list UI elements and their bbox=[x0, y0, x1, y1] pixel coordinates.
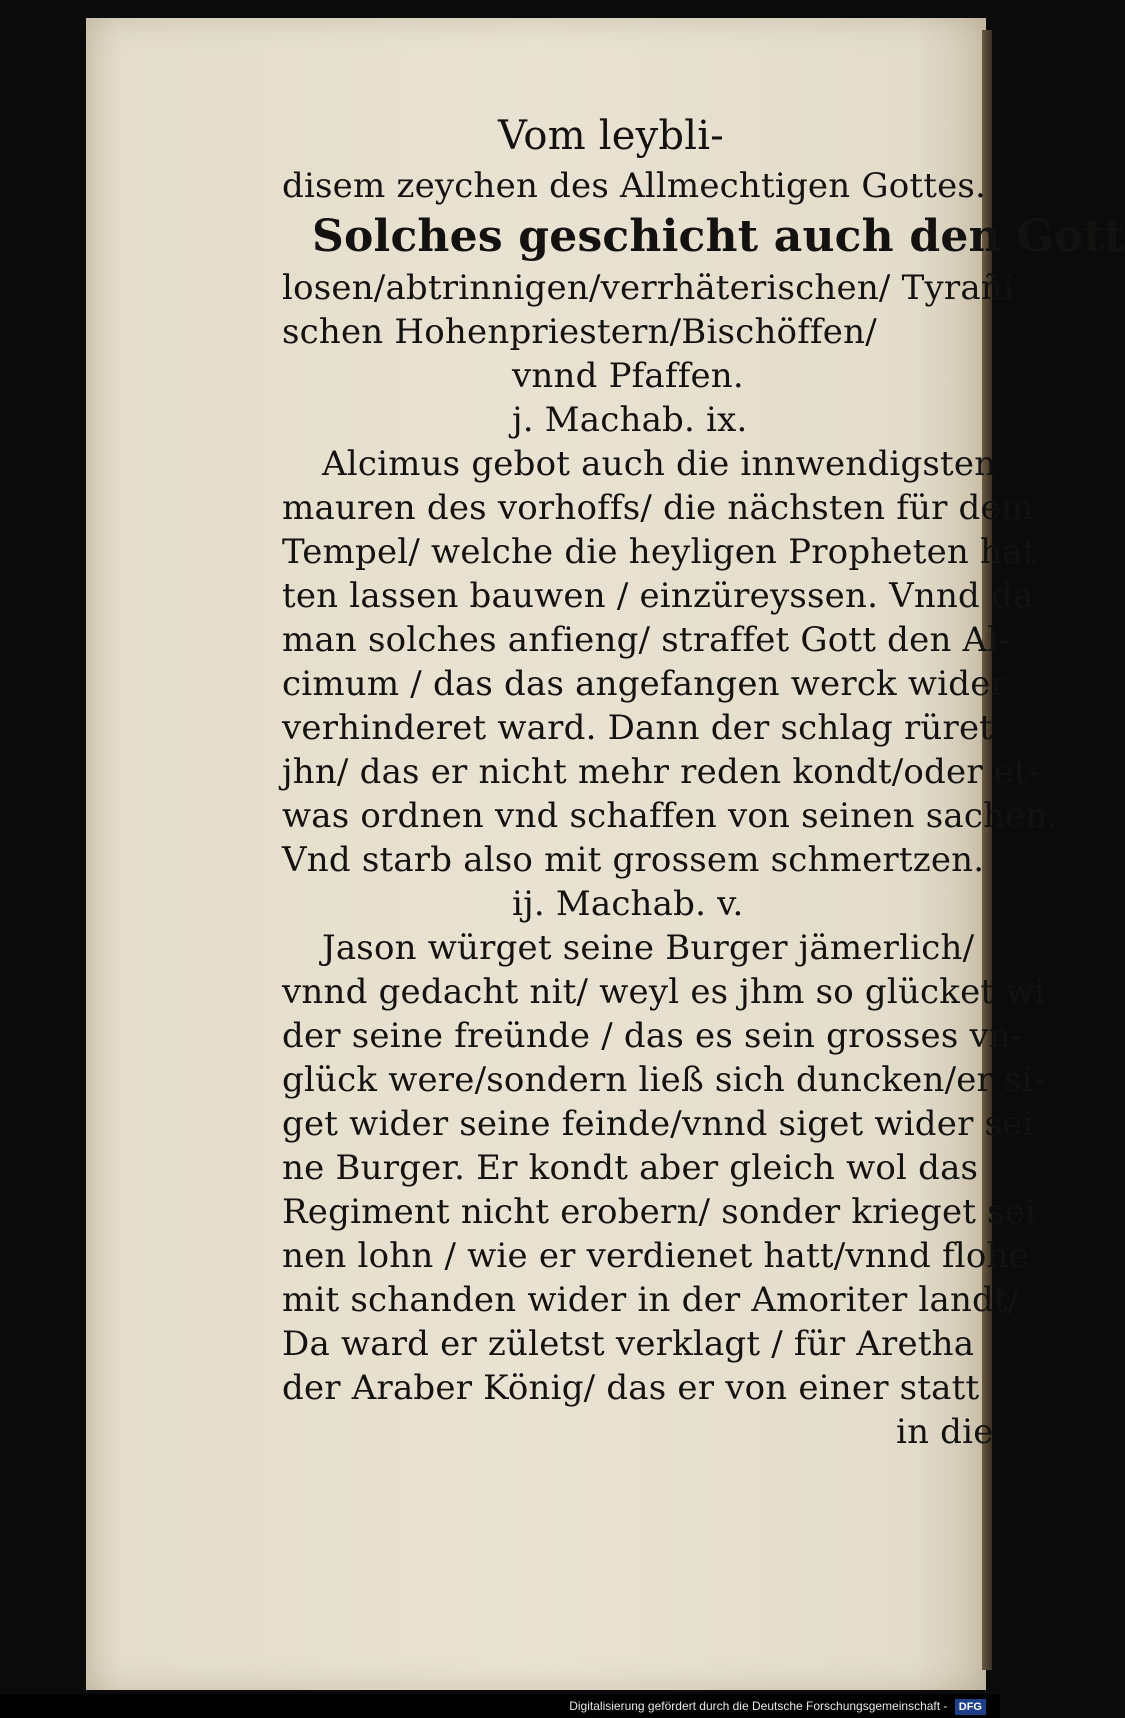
text-line: mit schanden wider in der Amoriter landt/ bbox=[282, 1280, 1020, 1320]
text-line: vnnd Pfaffen. bbox=[512, 356, 744, 396]
text-line: der seine freünde / das es sein grosses vn- bbox=[282, 1016, 1023, 1056]
reference: ij. Machab. v. bbox=[512, 884, 744, 924]
running-head: Vom leybli- bbox=[498, 113, 724, 159]
text-line: cimum / das das angefangen werck wider bbox=[282, 664, 1007, 704]
text-line: ten lassen bauwen / einzüreyssen. Vnnd da bbox=[282, 576, 1034, 616]
reference: j. Machab. ix. bbox=[512, 400, 748, 440]
text-line: jhn/ das er nicht mehr reden kondt/oder et- bbox=[282, 752, 1040, 792]
text-line: get wider seine feinde/vnnd siget wider sei bbox=[282, 1104, 1034, 1144]
text-line: Alcimus gebot auch die innwendigsten bbox=[322, 444, 997, 484]
footer-bar bbox=[0, 1694, 1000, 1718]
text-line: nen lohn / wie er verdienet hatt/vnnd flohe bbox=[282, 1236, 1029, 1276]
dfg-logo: DFG bbox=[955, 1699, 986, 1715]
text-line: Jason würget seine Burger jämerlich/ bbox=[322, 928, 975, 968]
text-line: Tempel/ welche die heyligen Propheten hat bbox=[282, 532, 1037, 572]
text-line: ne Burger. Er kondt aber gleich wol das bbox=[282, 1148, 979, 1188]
catchword: in die bbox=[896, 1412, 994, 1452]
text-line: schen Hohenpriestern/Bischöffen/ bbox=[282, 312, 877, 352]
text-line: mauren des vorhoffs/ die nächsten für dem bbox=[282, 488, 1034, 528]
section-heading: Solches geschicht auch den Gott bbox=[312, 211, 1125, 262]
text-line: disem zeychen des Allmechtigen Gottes. bbox=[282, 166, 987, 206]
text-line: was ordnen vnd schaffen von seinen sachen. bbox=[282, 796, 1059, 836]
text-line: vnnd gedacht nit/ weyl es jhm so glücket wi bbox=[282, 972, 1046, 1012]
text-line: losen/abtrinnigen/verrhäterischen/ Tyrañi bbox=[282, 268, 1014, 308]
text-line: glück were/sondern ließ sich duncken/er si- bbox=[282, 1060, 1045, 1100]
page-text bbox=[192, 108, 1125, 1454]
text-line: Regiment nicht erobern/ sonder krieget sei bbox=[282, 1192, 1037, 1232]
text-line: verhinderet ward. Dann der schlag rüret bbox=[282, 708, 994, 748]
text-line: Vnd starb also mit grossem schmertzen. bbox=[282, 840, 985, 880]
footer-credit: Digitalisierung gefördert durch die Deutsche Forschungsgemeinschaft - bbox=[569, 1699, 948, 1713]
text-line: man solches anfieng/ straffet Gott den Al- bbox=[282, 620, 1011, 660]
text-line: der Araber König/ das er von einer statt bbox=[282, 1368, 980, 1408]
text-line: Da ward er zületst verklagt / für Aretha bbox=[282, 1324, 975, 1364]
